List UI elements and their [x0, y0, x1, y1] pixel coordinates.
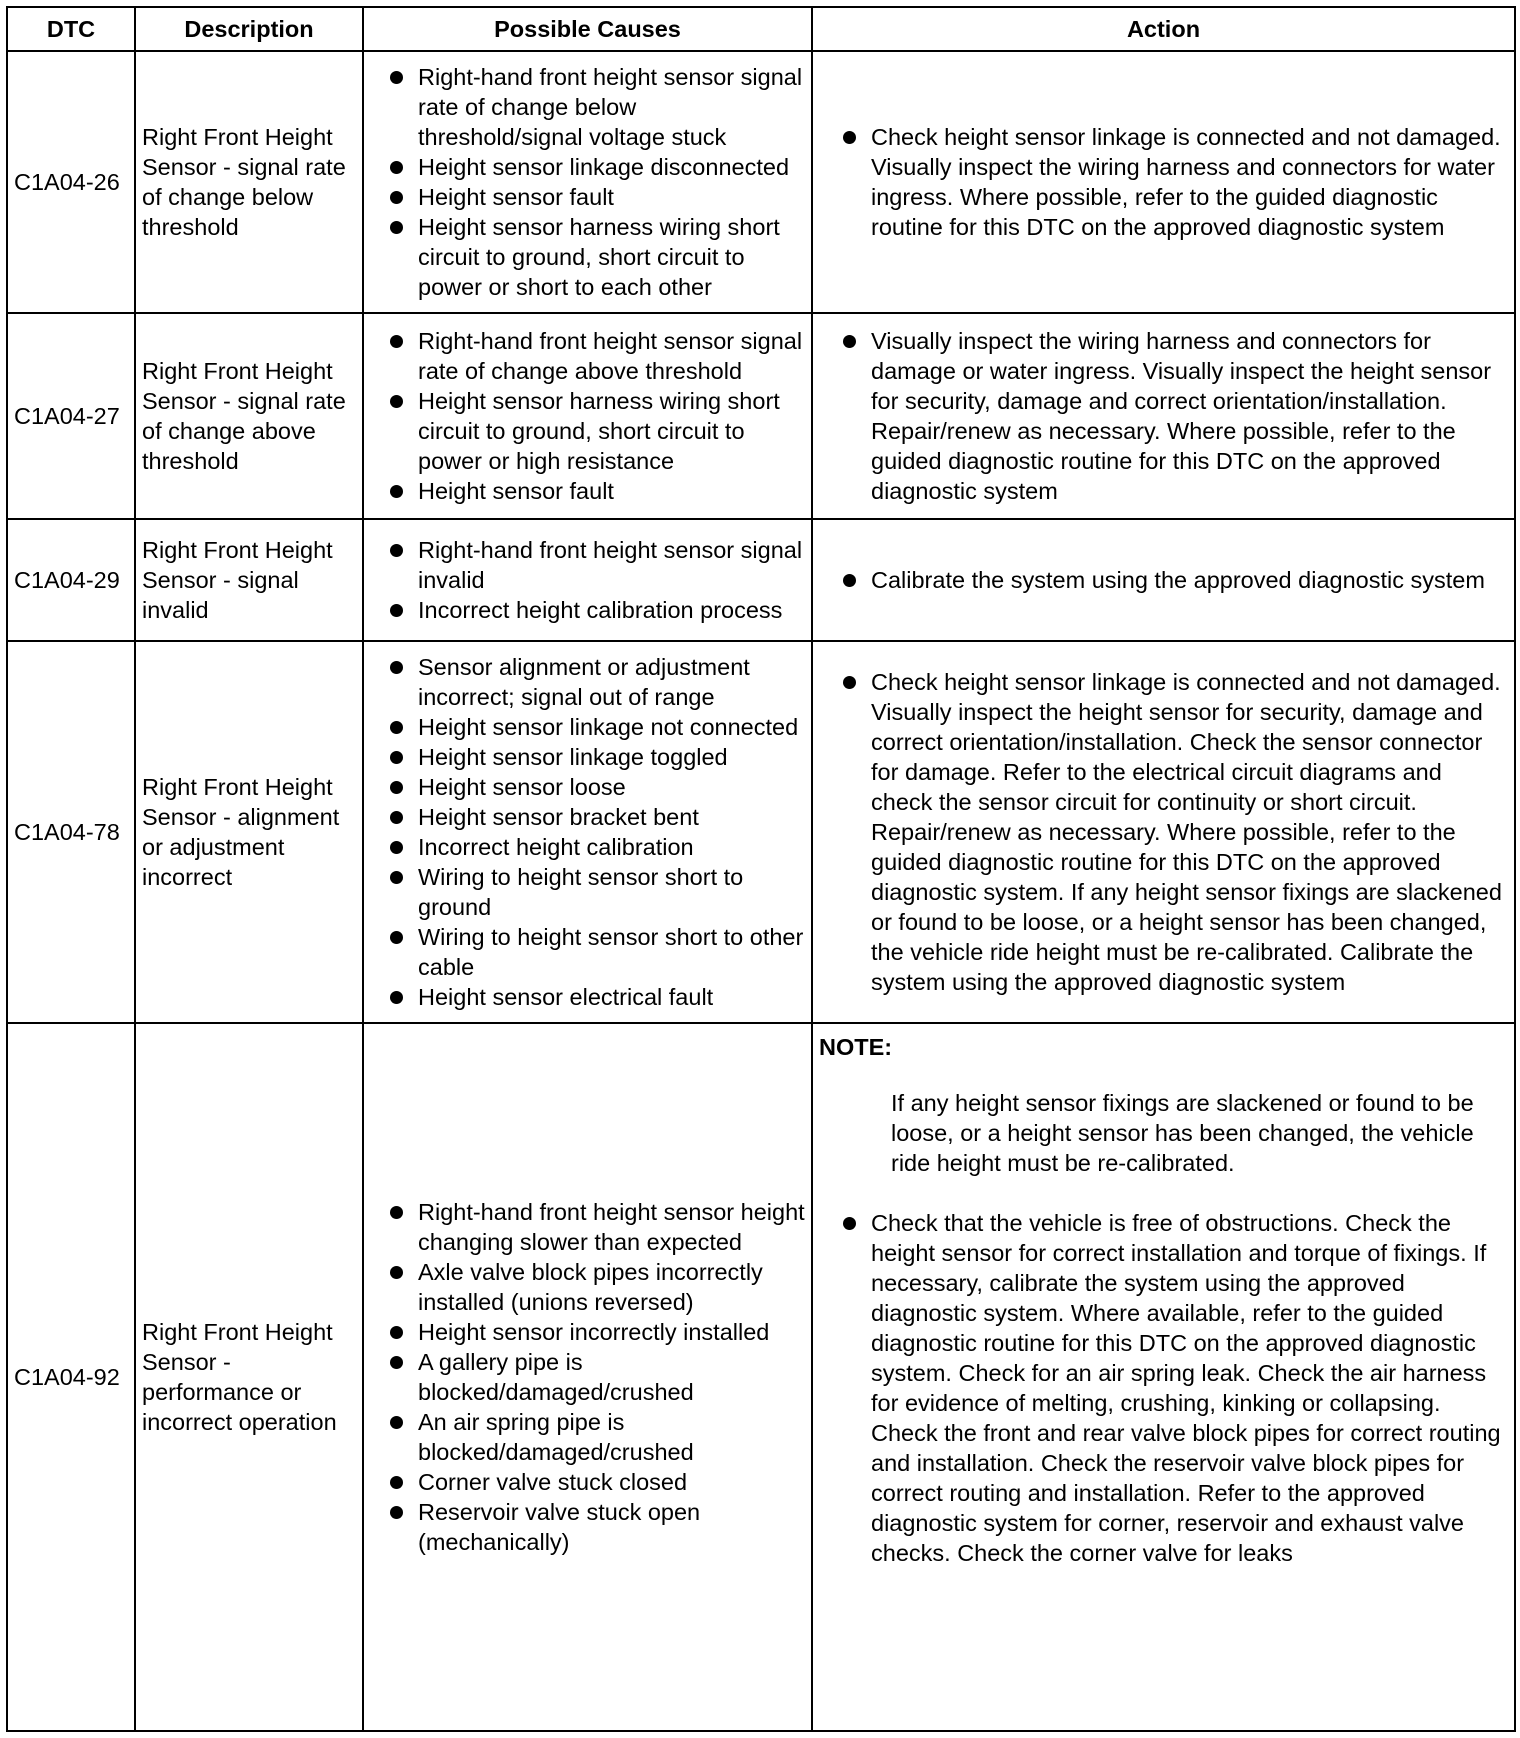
action-cell — [812, 51, 1515, 313]
cause-item: Corner valve stuck closed — [370, 1467, 805, 1497]
action-list — [819, 667, 1508, 997]
table-row — [7, 519, 1515, 641]
cause-item: Height sensor linkage disconnected — [370, 152, 805, 182]
action-item: Check that the vehicle is free of obstructions. Check the height sensor for correct installation and torque of fixings. If necessary, calibrate the system using the approved diagnostic system. Where available, refer to the guided diagnostic routine for this DTC on the approved diagnostic system. Check for an air spring leak. Check the air harness for evidence of melting, crushing, kinking or collapsing. Check the front and rear valve block pipes for correct routing and installation. Check the reservoir valve block pipes for correct routing and installation. Refer to the approved diagnostic system for corner, reservoir and exhaust valve checks. Check the corner valve for leaks — [819, 1208, 1508, 1568]
cause-item: Right-hand front height sensor signal invalid — [370, 535, 805, 595]
causes-cell — [363, 313, 812, 519]
cause-item: Height sensor electrical fault — [370, 982, 805, 1012]
dtc-code: C1A04-92 — [7, 1023, 135, 1731]
cause-item: A gallery pipe is blocked/damaged/crushed — [370, 1347, 805, 1407]
description-cell: Right Front Height Sensor - signal rate of change below threshold — [135, 51, 363, 313]
note-text: If any height sensor fixings are slackened or found to be loose, or a height sensor has been changed, the vehicle ride height must be re-calibrated. — [891, 1090, 1474, 1176]
cause-item: Right-hand front height sensor signal rate of change above threshold — [370, 326, 805, 386]
dtc-table — [6, 6, 1516, 1732]
cause-item: Height sensor linkage not connected — [370, 712, 805, 742]
cause-item: Incorrect height calibration process — [370, 595, 805, 625]
action-item: Check height sensor linkage is connected and not damaged. Visually inspect the height sensor for security, damage and correct orientation/installation. Check the sensor connector for damage. Refer to the electrical circuit diagrams and check the sensor circuit for continuity or short circuit. Repair/renew as necessary. Where possible, refer to the guided diagnostic routine for this DTC on the approved diagnostic system. If any height sensor fixings are slackened or found to be loose, or a height sensor has been changed, the vehicle ride height must be re-calibrated. Calibrate the system using the approved diagnostic system — [819, 667, 1508, 997]
header-causes: Possible Causes — [363, 7, 812, 51]
action-cell — [812, 519, 1515, 641]
description-cell: Right Front Height Sensor - signal rate of change above threshold — [135, 313, 363, 519]
causes-list — [370, 535, 805, 625]
action-cell — [812, 313, 1515, 519]
causes-list — [370, 62, 805, 302]
causes-list — [370, 326, 805, 506]
cause-item: Axle valve block pipes incorrectly installed (unions reversed) — [370, 1257, 805, 1317]
action-list — [819, 565, 1508, 595]
cause-item: Height sensor bracket bent — [370, 802, 805, 832]
action-list — [819, 326, 1508, 506]
description-cell: Right Front Height Sensor - performance or incorrect operation — [135, 1023, 363, 1731]
action-cell — [812, 1023, 1515, 1731]
header-dtc: DTC — [7, 7, 135, 51]
causes-cell — [363, 641, 812, 1023]
causes-cell — [363, 1023, 812, 1731]
cause-item: Height sensor harness wiring short circuit to ground, short circuit to power or short to each other — [370, 212, 805, 302]
cause-item: Height sensor harness wiring short circuit to ground, short circuit to power or high resistance — [370, 386, 805, 476]
cause-item: Height sensor linkage toggled — [370, 742, 805, 772]
table-row — [7, 1023, 1515, 1731]
description-cell: Right Front Height Sensor - signal invalid — [135, 519, 363, 641]
table-row — [7, 641, 1515, 1023]
causes-list — [370, 1197, 805, 1557]
action-item: Visually inspect the wiring harness and connectors for damage or water ingress. Visually inspect the height sensor for security, damage and correct orientation/installation. Repair/renew as necessary. Where possible, refer to the guided diagnostic routine for this DTC on the approved diagnostic system — [819, 326, 1508, 506]
action-item: Calibrate the system using the approved diagnostic system — [819, 565, 1508, 595]
description-cell: Right Front Height Sensor - alignment or adjustment incorrect — [135, 641, 363, 1023]
cause-item: Wiring to height sensor short to other cable — [370, 922, 805, 982]
cause-item: Reservoir valve stuck open (mechanically) — [370, 1497, 805, 1557]
cause-item: Right-hand front height sensor height changing slower than expected — [370, 1197, 805, 1257]
causes-cell — [363, 519, 812, 641]
cause-item: An air spring pipe is blocked/damaged/crushed — [370, 1407, 805, 1467]
table-row — [7, 313, 1515, 519]
header-description: Description — [135, 7, 363, 51]
action-list — [819, 122, 1508, 242]
dtc-code: C1A04-27 — [7, 313, 135, 519]
cause-item: Height sensor loose — [370, 772, 805, 802]
causes-cell — [363, 51, 812, 313]
cause-item: Height sensor incorrectly installed — [370, 1317, 805, 1347]
dtc-code: C1A04-26 — [7, 51, 135, 313]
action-cell — [812, 641, 1515, 1023]
cause-item: Height sensor fault — [370, 182, 805, 212]
cause-item: Sensor alignment or adjustment incorrect; signal out of range — [370, 652, 805, 712]
cause-item: Right-hand front height sensor signal rate of change below threshold/signal voltage stuck — [370, 62, 805, 152]
cause-item: Incorrect height calibration — [370, 832, 805, 862]
action-list — [819, 1208, 1508, 1568]
header-action: Action — [812, 7, 1515, 51]
table-row — [7, 51, 1515, 313]
causes-list — [370, 652, 805, 1012]
dtc-code: C1A04-78 — [7, 641, 135, 1023]
action-item: Check height sensor linkage is connected and not damaged. Visually inspect the wiring harness and connectors for water ingress. Where possible, refer to the guided diagnostic routine for this DTC on the approved diagnostic system — [819, 122, 1508, 242]
note-label: NOTE: — [819, 1034, 893, 1060]
cause-item: Height sensor fault — [370, 476, 805, 506]
dtc-code: C1A04-29 — [7, 519, 135, 641]
header-row — [7, 7, 1515, 51]
cause-item: Wiring to height sensor short to ground — [370, 862, 805, 922]
